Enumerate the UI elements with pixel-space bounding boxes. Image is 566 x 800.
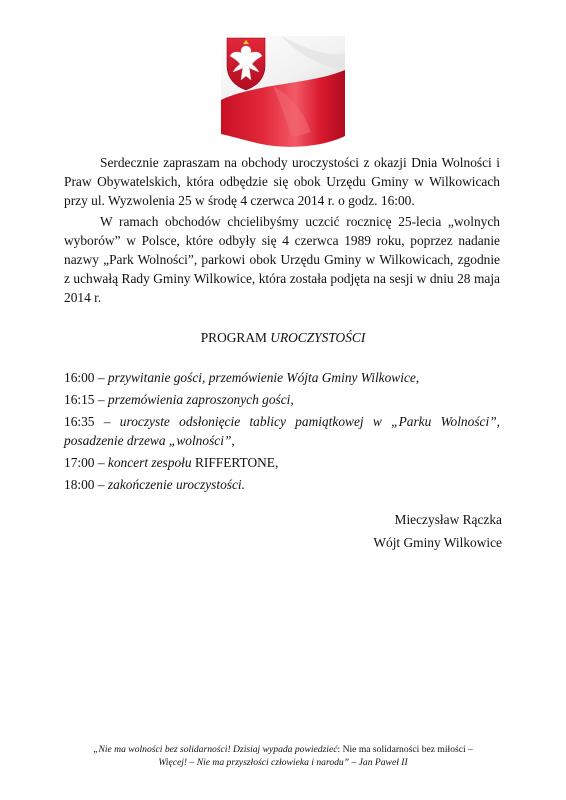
signature-role: Wójt Gminy Wilkowice (373, 535, 502, 550)
footer-quote-part1: „Nie ma wolności bez solidarności! Dzisiaj wypada powiedzieć (93, 744, 338, 755)
program-item-time: 17:00 – (64, 455, 105, 470)
footer-quote (60, 743, 506, 769)
program-item-band: RIFFERTONE (194, 455, 275, 470)
program-title-plain: PROGRAM (200, 330, 267, 345)
program-item-text: koncert zespołu (107, 455, 192, 470)
program-item (64, 475, 500, 494)
program-item-text: przemówienia zaproszonych gości (107, 392, 291, 407)
program-item (64, 390, 500, 409)
program-item-text: zakończenie uroczystości. (107, 477, 246, 492)
program-item-suffix: , (415, 370, 420, 385)
polish-flag-image (221, 36, 345, 150)
program-item-text: przywitanie gości, przemówienie Wójta Gminy Wilkowice (107, 370, 416, 385)
footer-quote-part2: : Nie ma solidarności bez miłości – (337, 744, 473, 755)
program-list (64, 368, 500, 497)
program-item (64, 453, 500, 472)
program-item (64, 412, 500, 450)
footer-quote-part3: Więcej! – Nie ma przyszłości człowieka i narodu” – Jan Paweł II (158, 757, 408, 768)
program-title-italic: UROCZYSTOŚCI (270, 330, 366, 345)
program-item-suffix: , (231, 433, 235, 448)
program-title (0, 328, 566, 347)
program-item (64, 368, 500, 387)
signature-name: Mieczysław Rączka (394, 512, 502, 527)
program-item-time: 16:00 – (64, 370, 105, 385)
intro-paragraph-1: Serdecznie zapraszam na obchody uroczystości z okazji Dnia Wolności i Praw Obywatelskich, która odbędzie się obok Urzędu Gminy w Wilkowicach przy ul. Wyzwolenia 25 w środę 4 czerwca 2014 r. o godz. 16:00. (64, 155, 500, 208)
intro-paragraph-2: W ramach obchodów chcielibyśmy uczcić rocznicę 25-lecia „wolnych wyborów” w Polsce, które odbyły się 4 czerwca 1989 roku, poprzez nadanie nazwy „Park Wolności”, parkowi obok Urzędu Gminy w Wilkowicach, zgodnie z uchwałą Rady Gminy Wilkowice, która została podjęta na sesji w dniu 28 maja 2014 r. (64, 214, 500, 305)
program-item-suffix: , (275, 455, 279, 470)
program-item-time: 16:15 – (64, 392, 105, 407)
program-item-time: 16:35 – (64, 414, 111, 429)
program-item-text: uroczyste odsłonięcie tablicy pamiątkowej w „Parku Wolności”, posadzenie drzewa „wolności” (64, 414, 500, 448)
program-item-time: 18:00 – (64, 477, 105, 492)
program-item-suffix: , (290, 392, 294, 407)
